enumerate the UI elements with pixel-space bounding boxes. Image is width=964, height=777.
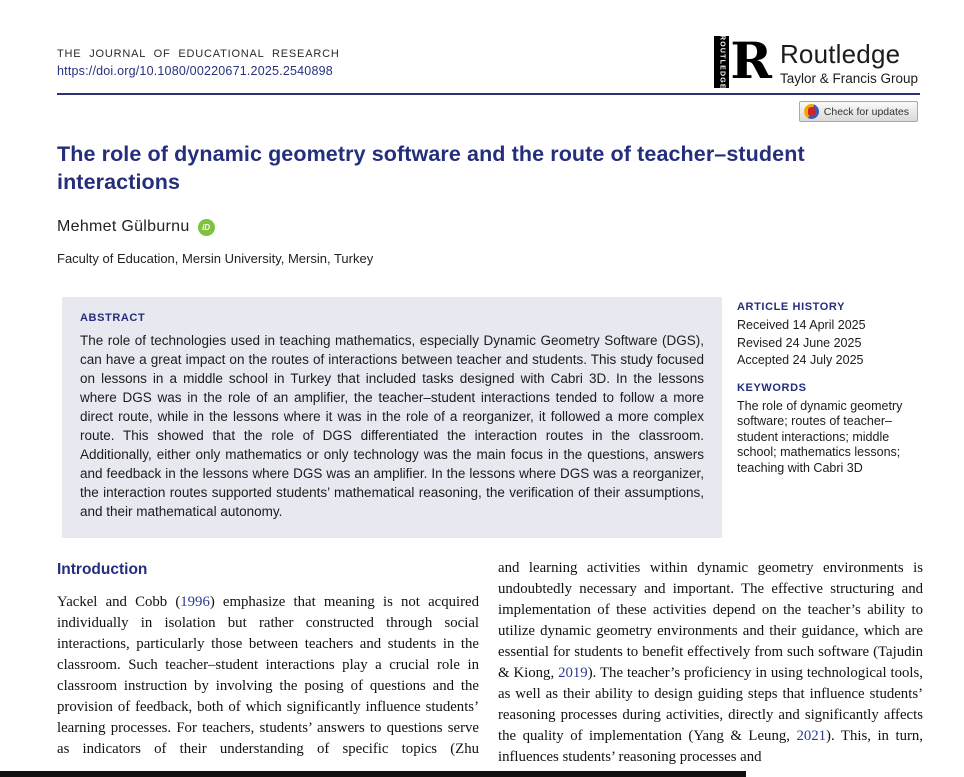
orcid-icon[interactable]: iD	[198, 219, 215, 236]
intro-right-text-3: ).	[826, 728, 841, 744]
routledge-logo-icon	[714, 31, 772, 90]
check-for-updates-label: Check for updates	[823, 105, 909, 118]
right-column	[498, 558, 923, 768]
keywords-heading: KEYWORDS	[737, 381, 807, 394]
article-title: The role of dynamic geometry software and the route of teacher–student interactions	[57, 142, 805, 194]
keywords-text: The role of dynamic geometry software; routes of teacher–student interactions; middle school; mathematics lessons; teaching with Cabri 3D	[737, 398, 903, 475]
crossmark-icon	[804, 104, 819, 119]
doi-link[interactable]: https://doi.org/10.1080/00220671.2025.2540898	[57, 64, 333, 78]
journal-title: THE JOURNAL OF EDUCATIONAL RESEARCH	[57, 48, 340, 60]
intro-paragraph-left	[57, 592, 479, 760]
intro-right-text-1: and learning activities within dynamic geometry environments is undoubtedly necessary and important. The effective structuring and implementation of these activities depend on the teacher’s ability to utilize dynamic geometry environments and their guidance, which are essential for students to benefit effectively from such software (Tajudin & Kiong,	[498, 560, 923, 681]
routledge-r-mark: R	[730, 31, 772, 90]
intro-left-text-2: ) emphasize that meaning is not acquired individually in isolation but rather constructed through social interactions, particularly those between teachers and students in the classroom. Such teacher–student interactions play a crucial role in classroom instruction by involving the posing of questions and the provision of feedback, both of which significantly influence students’ learning processes. For teachers, students’ answers to questions serve as indicators of their understanding of specific topics (Zhu	[57, 594, 480, 757]
article-history-heading: ARTICLE HISTORY	[737, 301, 846, 313]
publisher-name: Routledge	[779, 38, 901, 69]
citation-year-2021[interactable]: 2021	[796, 728, 827, 744]
history-accepted: Accepted 24 July 2025	[737, 353, 864, 367]
check-for-updates-button[interactable]	[799, 101, 918, 122]
publisher-tagline: Taylor & Francis Group	[779, 70, 918, 86]
intro-right-text-clipped: This, in turn, influences students’ reasoning processes and	[498, 728, 923, 765]
publisher-logo	[714, 31, 918, 90]
article-history-list	[737, 318, 925, 369]
history-received: Received 14 April 2025	[737, 318, 866, 332]
abstract-box	[62, 297, 722, 538]
left-column	[57, 558, 479, 768]
intro-paragraph-right	[498, 558, 923, 768]
scan-artifact-bar	[0, 771, 746, 777]
author-name: Mehmet Gülburnu	[57, 218, 190, 235]
intro-left-text-1: Yackel and Cobb (	[57, 594, 181, 610]
intro-right-text-2: ). The teacher’s proficiency in using technological tools, as well as their ability to design guiding steps that influence students’ reasoning processes during activities, directly and significantly affects the quality of implementation (Yang & Leung,	[498, 665, 923, 744]
citation-year-1996[interactable]: 1996	[180, 594, 210, 610]
publisher-wordmark	[780, 39, 918, 86]
body-columns	[57, 558, 923, 768]
introduction-heading: Introduction	[57, 561, 148, 578]
citation-year-2019[interactable]: 2019	[558, 665, 588, 681]
author-line	[57, 218, 215, 236]
abstract-text: The role of technologies used in teaching mathematics, especially Dynamic Geometry Software (DGS), can have a great impact on the routes of interactions between teacher and students. This study focused on lessons in a middle school in Turkey that included tasks designed with Cabri 3D. In the lessons where DGS was in the role of an amplifier, the teacher–student interactions tended to follow a more direct route, while in the lessons where it was in the role of a reorganizer, it followed a more complex route. This showed that the role of DGS differentiated the interaction routes in the classroom. Additionally, either only mathematics or only technology was the main focus in the questions, answers and feedback in the lessons where DGS was an amplifier. In the lessons where DGS was a reorganizer, the interaction routes supported students’ mathematical reasoning, the verification of their assumptions, and their mathematical autonomy.	[80, 333, 704, 519]
header-divider	[57, 93, 920, 95]
author-affiliation: Faculty of Education, Mersin University, Mersin, Turkey	[57, 251, 374, 266]
routledge-vertical-text: ROUTLEDGE	[714, 36, 729, 88]
article-info-sidebar	[737, 301, 925, 476]
journal-header	[57, 48, 340, 78]
abstract-heading: ABSTRACT	[80, 312, 146, 324]
history-revised: Revised 24 June 2025	[737, 335, 862, 350]
